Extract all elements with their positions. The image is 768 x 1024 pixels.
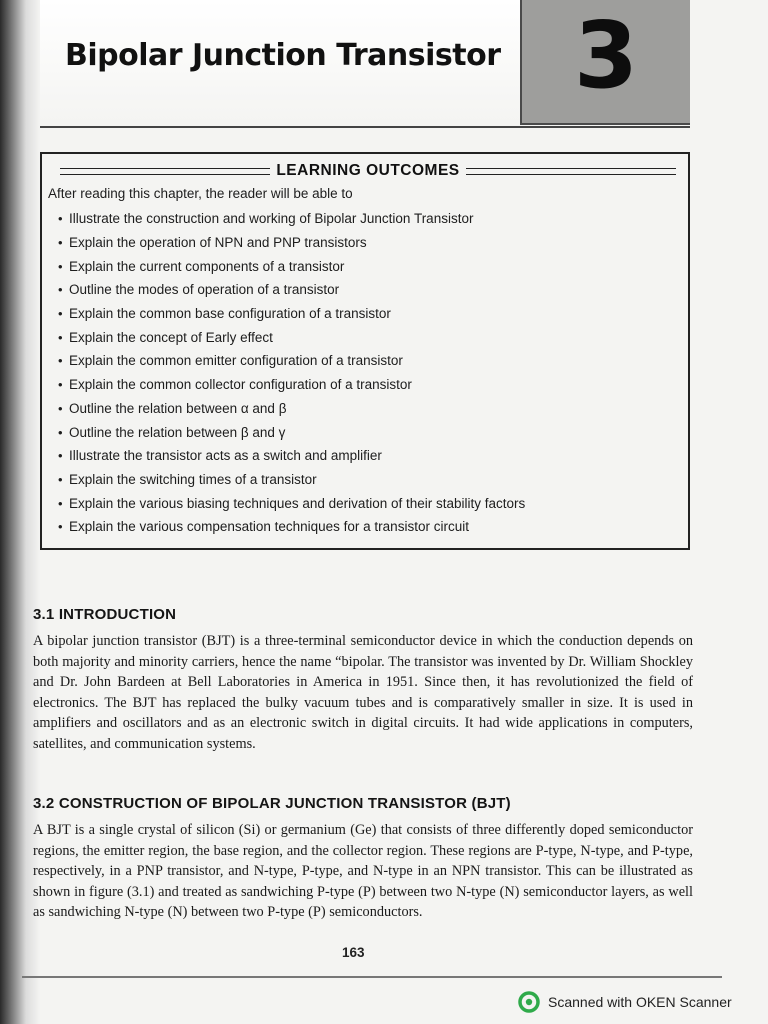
list-item-text: Explain the various biasing techniques and derivation of their stability factors xyxy=(69,495,526,511)
bullet-icon: • xyxy=(58,353,63,369)
list-item-text: Explain the common emitter configuration of a transistor xyxy=(69,353,403,369)
list-item-text: Outline the relation between β and γ xyxy=(69,424,286,440)
page-number: 163 xyxy=(342,945,365,960)
section-body-construction: A BJT is a single crystal of silicon (Si) or germanium (Ge) that consists of three differently doped semiconductor regions, the emitter region, the base region, and the collector region. These regions are P-type, N-type, and P-type, respectively, in a PNP transistor, and N-type, P-type, and N-type in an NPN transistor. This can be illustrated as shown in figure (3.1) and treated as sandwiching P-type (P) between two N-type (N) semiconductor layers, as well as sandwiching N-type (N) between two P-type (P) semiconductors. xyxy=(33,822,693,921)
bullet-icon: • xyxy=(58,471,63,487)
header-divider xyxy=(40,126,690,128)
list-item xyxy=(58,444,525,468)
list-item xyxy=(58,302,525,326)
list-item xyxy=(58,420,525,444)
learning-outcomes-heading: LEARNING OUTCOMES xyxy=(276,162,460,179)
learning-outcomes-box xyxy=(40,152,690,550)
list-item-text: Explain the current components of a transistor xyxy=(69,258,345,274)
heading-rule-right xyxy=(466,168,676,175)
bullet-icon: • xyxy=(58,400,63,416)
page-bottom-edge xyxy=(22,976,722,978)
list-item-text: Illustrate the construction and working of Bipolar Junction Transistor xyxy=(69,211,474,227)
list-item xyxy=(58,373,525,397)
list-item xyxy=(58,349,525,373)
chapter-number-box xyxy=(520,0,690,125)
list-item xyxy=(58,468,525,492)
heading-rule-left xyxy=(60,168,270,175)
list-item-text: Outline the modes of operation of a transistor xyxy=(69,282,340,298)
list-item xyxy=(58,278,525,302)
list-item xyxy=(58,254,525,278)
section-heading-construction: 3.2 CONSTRUCTION OF BIPOLAR JUNCTION TRANSISTOR (BJT) xyxy=(33,795,511,812)
bullet-icon: • xyxy=(58,235,63,251)
chapter-title: Bipolar Junction Transistor xyxy=(65,38,501,73)
scanner-watermark xyxy=(518,990,732,1014)
scanner-label: Scanned with OKEN Scanner xyxy=(548,994,732,1010)
bullet-icon: • xyxy=(58,329,63,345)
list-item-text: Explain the common base configuration of a transistor xyxy=(69,306,391,322)
learning-outcomes-intro: After reading this chapter, the reader will be able to xyxy=(48,186,353,201)
list-item-text: Explain the common collector configuration of a transistor xyxy=(69,377,412,393)
list-item xyxy=(58,325,525,349)
bullet-icon: • xyxy=(58,519,63,535)
chapter-number: 3 xyxy=(573,2,638,109)
bullet-icon: • xyxy=(58,424,63,440)
list-item-text: Explain the operation of NPN and PNP transistors xyxy=(69,235,367,251)
oken-scanner-logo-icon xyxy=(518,991,540,1013)
list-item xyxy=(58,397,525,421)
section-body-introduction: A bipolar junction transistor (BJT) is a three-terminal semiconductor device in which the conduction depends on both majority and minority carriers, hence the name “bipolar. The transistor was invented by Dr. William Shockley and Dr. John Bardeen at Bell Laboratories in America in 1951. Since then, it has revolutionized the field of electronics. The BJT has replaced the bulky vacuum tubes and is comparatively smaller in size. It is used in amplifiers and oscillators and as an electronic switch in digital circuits. It had wide applications in computers, satellites, and communication systems. xyxy=(33,633,693,752)
list-item xyxy=(58,231,525,255)
bullet-icon: • xyxy=(58,306,63,322)
list-item xyxy=(58,491,525,515)
bullet-icon: • xyxy=(58,211,63,227)
bullet-icon: • xyxy=(58,495,63,511)
list-item xyxy=(58,515,525,539)
bullet-icon: • xyxy=(58,377,63,393)
list-item-text: Outline the relation between α and β xyxy=(69,400,287,416)
bullet-icon: • xyxy=(58,282,63,298)
list-item-text: Explain the concept of Early effect xyxy=(69,329,273,345)
list-item-text: Illustrate the transistor acts as a switch and amplifier xyxy=(69,448,382,464)
learning-outcomes-header xyxy=(42,160,688,182)
section-heading-introduction: 3.1 INTRODUCTION xyxy=(33,606,177,623)
list-item-text: Explain the switching times of a transistor xyxy=(69,471,317,487)
bullet-icon: • xyxy=(58,258,63,274)
bullet-icon: • xyxy=(58,448,63,464)
list-item xyxy=(58,207,525,231)
list-item-text: Explain the various compensation techniques for a transistor circuit xyxy=(69,519,469,535)
learning-outcomes-list xyxy=(58,207,525,539)
